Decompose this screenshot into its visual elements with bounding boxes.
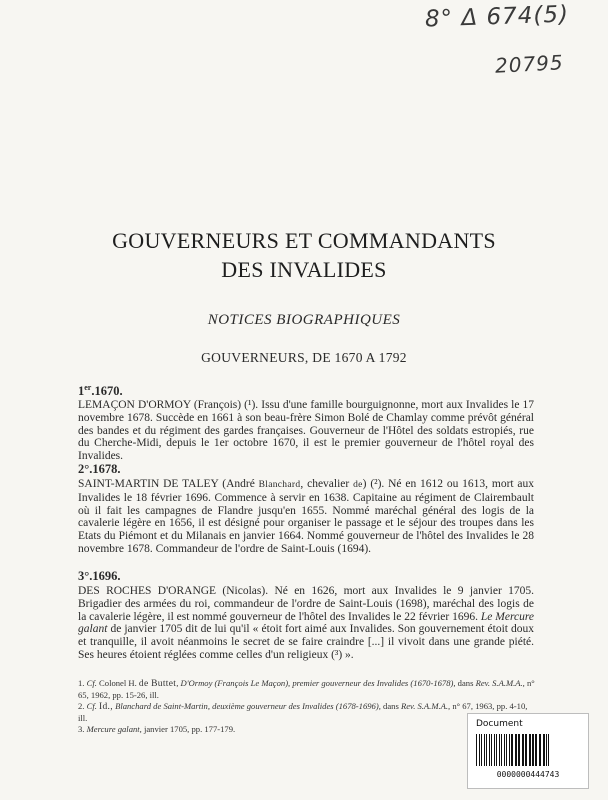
footnote-2-work: Blanchard de Saint-Martin, deuxième gouverneur des Invalides (1678-1696), <box>115 701 381 711</box>
barcode-bar <box>501 734 502 766</box>
barcode-bar <box>546 734 547 766</box>
footnote-1-author-pre: Colonel H. <box>99 678 137 688</box>
entry-2-year: °.1678. <box>84 462 121 476</box>
entry-2-name-detail-sc: Blanchard <box>258 480 301 490</box>
entry-2-name-detail-end: ) <box>362 478 367 490</box>
footnote-2-rest-pre: dans <box>383 701 399 711</box>
entry-2-name-detail-post: , chevalier <box>300 478 354 490</box>
footnote-3-number: 3. <box>78 724 85 734</box>
entry-3-text-pre: Né en 1626, mort aux Invalides le 9 janvier 1705. Brigadier des armées du roi, commandeur de l'ordre de Saint-Louis (1698), maréchal des logis de la cavalerie légère, il est nommé gouverneur de l'hôtel des Invalides le 22 février 1696. <box>78 585 534 623</box>
barcode-bar <box>509 734 510 766</box>
barcode-icon <box>476 734 580 766</box>
entry-3-name: DES ROCHES D'ORANGE <box>78 585 217 597</box>
title-line-1: GOUVERNEURS ET COMMANDANTS <box>112 228 496 253</box>
footnote-1-work: D'Ormoy (François Le Maçon), premier gouverneur des Invalides (1670-1678), <box>180 678 456 688</box>
entry-3-year: °.1696. <box>84 569 121 583</box>
barcode-bar <box>484 734 485 766</box>
barcode-bar <box>518 734 520 766</box>
barcode-bar <box>506 734 507 766</box>
barcode-bar <box>548 734 549 766</box>
handwritten-shelfmark: 8° Δ 674(5) <box>424 1 570 33</box>
entry-1-name-detail: (François) <box>193 399 242 411</box>
footnote-2-cf: Cf. <box>86 701 97 711</box>
barcode-number: 0000000444743 <box>496 770 560 779</box>
entry-1-name: LEMAÇON D'ORMOY <box>78 399 191 411</box>
entry-2-body <box>78 478 534 556</box>
library-barcode-label <box>467 713 589 789</box>
entry-2-name: SAINT-MARTIN DE TALEY <box>78 478 219 490</box>
footnote-1-number: 1. <box>78 678 85 688</box>
entry-2-note-ref: (²). <box>370 478 385 490</box>
barcode-bar <box>539 734 541 766</box>
barcode-bar <box>476 734 477 766</box>
entry-1-body <box>78 399 534 463</box>
entry-3-body <box>78 585 534 662</box>
label-title: Document <box>476 719 523 729</box>
barcode-bar <box>532 734 534 766</box>
entry-1-heading <box>78 383 123 399</box>
entry-1-text: Issu d'une famille bourguignonne, mort aux Invalides le 17 novembre 1678. Succède en 1661 à son beau-frère Simon Bolé de Chamlay comme prévôt général des bandes et du régiment des gardes françaises. Gouverneur de l'Hôtel des soldats estropiés, rue du Cherche-Midi, depuis le 1er octobre 1670, il est le premier gouverneur de l'hôtel royal des Invalides. <box>78 399 535 463</box>
handwritten-catalog-number: 20795 <box>494 50 565 78</box>
footnote-1-cf: Cf. <box>86 678 97 688</box>
entry-3-text-italic: Le Mercure galant <box>78 610 535 636</box>
entry-1-year: .1670. <box>91 384 123 399</box>
barcode-bar <box>535 734 537 766</box>
barcode-bar <box>515 734 517 766</box>
barcode-bar <box>494 734 495 766</box>
barcode-bar <box>481 734 482 766</box>
entry-2-name-detail-sc2: de <box>353 480 363 490</box>
entry-2-heading <box>78 462 121 477</box>
title-line-2: DES INVALIDES <box>221 257 387 282</box>
barcode-bar <box>504 734 505 766</box>
entry-2-text: Né en 1612 ou 1613, mort aux Invalides le 18 février 1696. Commence à servir en 1638. Capitaine au régiment de Clairembault où il fait les campagnes de Flandre jusqu'en 1655. Nommé maréchal général des logis de la cavalerie légère en 1656, il est désigné pour organiser le passage et le séjour des troupes dans les Etats du Piémont et du Milanais en janvier 1664. Nommé gouverneur de l'hôtel des Invalides le 28 novembre 1678. Commandeur de l'ordre de Saint-Louis (1694). <box>78 478 535 555</box>
footnote-1: 1. Cf. Colonel H. de Buttet, D'Ormoy (François Le Maçon), premier gouverneur des Invalides (1670-1678), dans Rev. S.A.M.A., n° 65, 1962, pp. 15-26, ill. <box>78 678 535 700</box>
barcode-bar <box>525 734 527 766</box>
footnote-2-journal: Rev. S.A.M.A., <box>400 701 451 711</box>
footnote-1-author: de Buttet <box>138 679 177 689</box>
footnote-1-journal: Rev. S.A.M.A., <box>475 678 525 688</box>
footnote-2-author: Id., <box>99 702 113 712</box>
entry-1-note-ref: (¹). <box>244 399 259 411</box>
barcode-bar <box>489 734 490 766</box>
entry-2-number: 2 <box>78 462 85 476</box>
subtitle: NOTICES BIOGRAPHIQUES <box>207 312 401 328</box>
entry-2-name-detail-pre: (André <box>222 478 259 490</box>
section-heading: GOUVERNEURS, DE 1670 A 1792 <box>201 350 407 365</box>
footnote-2-number: 2. <box>78 701 85 711</box>
footnote-1-rest-pre: dans <box>457 678 474 688</box>
entry-3-number: 3 <box>78 569 85 583</box>
entry-3-name-detail: (Nicolas). <box>222 585 269 597</box>
barcode-bar <box>499 734 500 766</box>
footnote-3-journal: Mercure galant, <box>86 724 142 734</box>
entry-3-heading <box>78 569 121 584</box>
entry-1-ordinal: er <box>84 383 92 392</box>
footnote-1-rest: n° 65, 1962, pp. 15-26, ill. <box>78 678 535 700</box>
barcode-bar <box>479 734 480 766</box>
footnote-3-rest: janvier 1705, pp. 177-179. <box>143 724 236 734</box>
barcode-bar <box>529 734 531 766</box>
barcode-bar <box>511 734 513 766</box>
entry-3-text-post: de janvier 1705 dit de lui qu'il « étoit fort aimé aux Invalides. Son gouvernement étoit doux et tranquille, il avoit néanmoins le secret de se faire craindre [...] il vivoit dans une grande piété. Ses heures étoient réglées comme celles d'un religieux (³) ». <box>78 623 535 661</box>
barcode-bar <box>522 734 524 766</box>
barcode-bar <box>496 734 497 766</box>
footnote-2-rest: n° 67, 1963, pp. 4-10, ill. <box>78 701 528 723</box>
barcode-bar <box>491 734 492 766</box>
barcode-bar <box>543 734 545 766</box>
barcode-bar <box>486 734 487 766</box>
entry-1-number: 1 <box>78 384 85 399</box>
